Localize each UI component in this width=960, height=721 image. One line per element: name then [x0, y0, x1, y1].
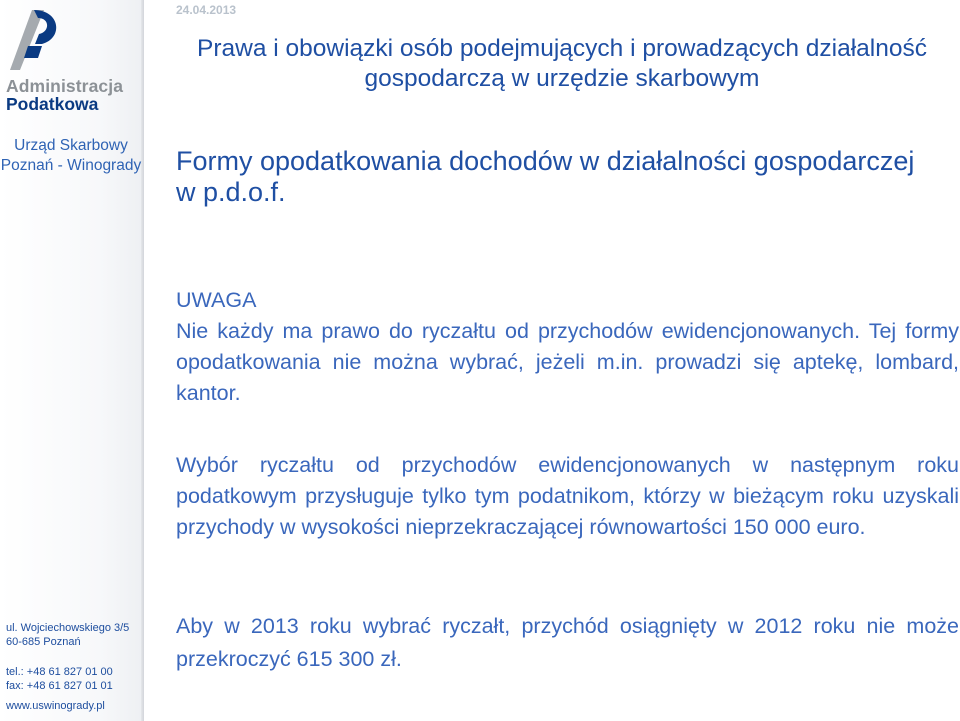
warning-text: Nie każdy ma prawo do ryczałtu od przychodów ewidencjonowanych. Tej formy opodatkowania nie można wybrać, jeżeli m.in. prowadzi się aptekę, lombard, kantor. — [176, 319, 959, 405]
slide-date: 24.04.2013 — [176, 3, 237, 17]
warning-block — [176, 285, 959, 409]
fax-number: fax: +48 61 827 01 01 — [6, 680, 113, 692]
warning-heading: UWAGA — [176, 288, 257, 312]
eligibility-paragraph: Wybór ryczałtu od przychodów ewidencjonowanych w następnym roku podatkowym przysługuje tylko tym podatnikom, którzy w bieżącym roku uzyskali przychody w wysokości nieprzekraczającej równowartości 150 000 euro. — [176, 453, 959, 539]
section-title: Formy opodatkowania dochodów w działalności gospodarczej w p.d.o.f. — [176, 146, 915, 207]
address-city: 60-685 Poznań — [6, 636, 81, 648]
logo-text-administracja: Administracja — [6, 76, 124, 96]
slide-title: Prawa i obowiązki osób podejmujących i prowadzących działalność gospodarczą w urzędzie skarbowym — [197, 35, 927, 92]
office-address — [6, 621, 129, 693]
logo — [2, 4, 140, 112]
sidebar-divider — [141, 0, 144, 721]
logo-mark-icon — [2, 4, 72, 76]
logo-text-podatkowa: Podatkowa — [6, 94, 99, 114]
office-name: Urząd Skarbowy Poznań - Winogrady — [0, 137, 142, 174]
website-link[interactable]: www.uswinogrady.pl — [6, 700, 105, 712]
address-street: ul. Wojciechowskiego 3/5 — [6, 622, 130, 634]
revenue-limit-paragraph: Aby w 2013 roku wybrać ryczałt, przychód osiągnięty w 2012 roku nie może przekroczyć 615 300 zł. — [176, 614, 959, 671]
phone-number: tel.: +48 61 827 01 00 — [6, 666, 113, 678]
